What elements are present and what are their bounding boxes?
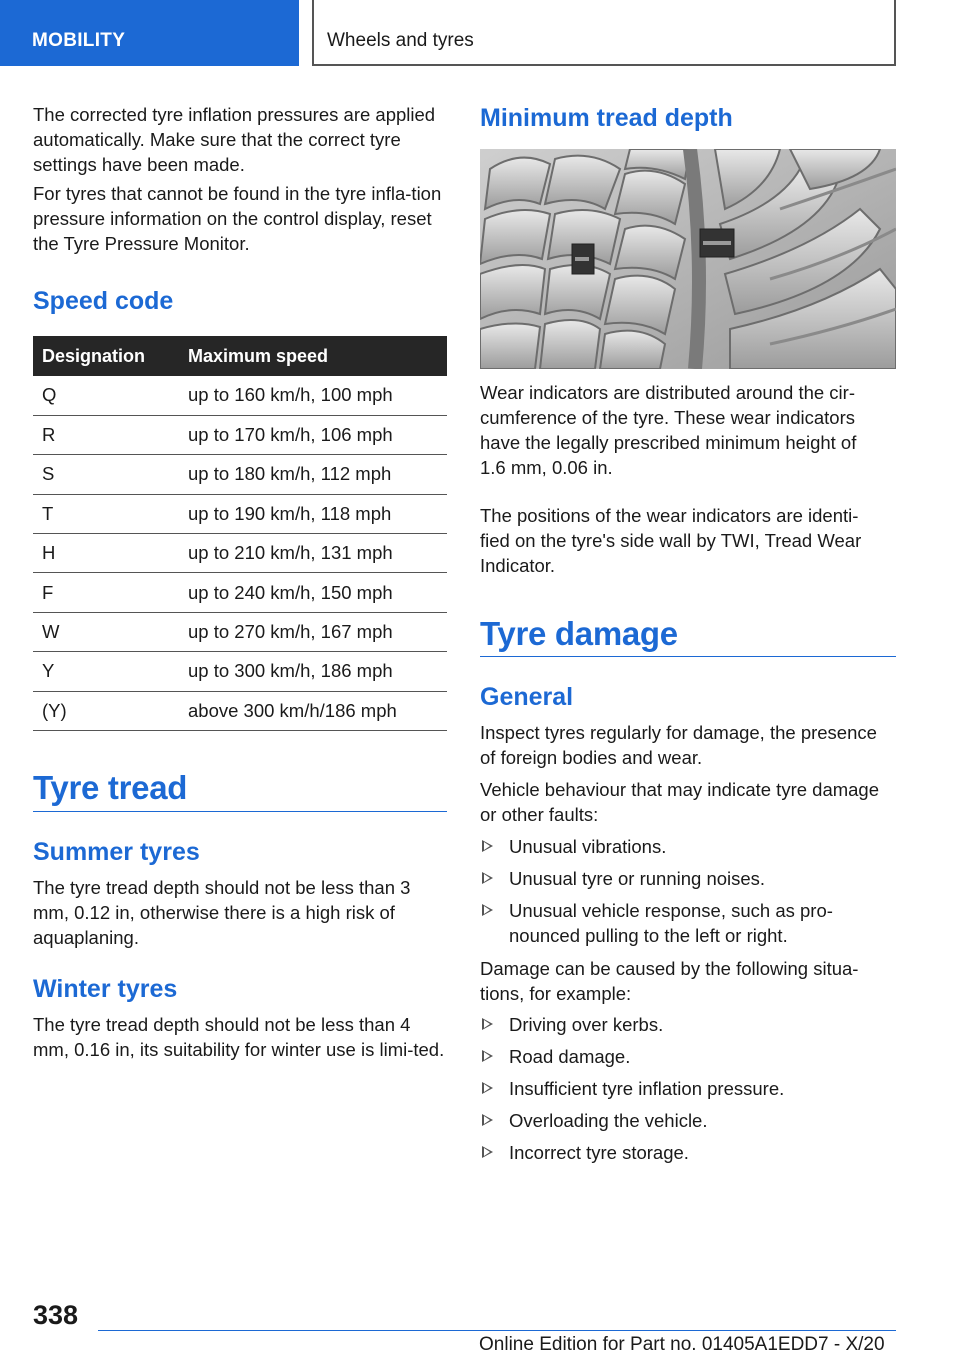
table-row bbox=[33, 376, 447, 415]
speed-cell: up to 210 km/h, 131 mph bbox=[179, 534, 447, 573]
designation-cell: W bbox=[33, 612, 179, 651]
table-row bbox=[33, 494, 447, 533]
bullet-triangle-icon bbox=[482, 1018, 493, 1030]
intro-paragraph-2: For tyres that cannot be found in the tyre infla-tion pressure information on the control display, reset the Tyre Pressure Monitor. bbox=[33, 183, 442, 254]
bullet-triangle-icon bbox=[482, 1050, 493, 1062]
list-item-text: Unusual vibrations. bbox=[509, 836, 667, 857]
winter-tyres-text: The tyre tread depth should not be less than 4 mm, 0.16 in, its suitability for winter use is limi-ted. bbox=[33, 1014, 445, 1060]
designation-cell: F bbox=[33, 573, 179, 612]
tyre-wear-indicator-illustration bbox=[480, 149, 896, 369]
list-item bbox=[480, 898, 880, 948]
list-item-text: Unusual tyre or running noises. bbox=[509, 868, 766, 889]
table-row bbox=[33, 652, 447, 691]
list-item bbox=[480, 1108, 880, 1133]
summer-tyres-text: The tyre tread depth should not be less than 3 mm, 0.12 in, otherwise there is a high risk of aquaplaning. bbox=[33, 877, 411, 948]
bullet-triangle-icon bbox=[482, 872, 493, 884]
list-item-text: Insufficient tyre inflation pressure. bbox=[509, 1078, 785, 1099]
general-paragraph-1: Inspect tyres regularly for damage, the presence of foreign bodies and wear. bbox=[480, 722, 877, 768]
damage-causes-list bbox=[480, 1012, 880, 1172]
table-row bbox=[33, 573, 447, 612]
intro-paragraph-1: The corrected tyre inflation pressures are applied automatically. Make sure that the correct tyre settings have been made. bbox=[33, 104, 436, 175]
column-header-designation: Designation bbox=[33, 336, 179, 376]
table-row bbox=[33, 691, 447, 730]
speed-code-heading: Speed code bbox=[33, 287, 174, 315]
designation-cell: T bbox=[33, 494, 179, 533]
speed-cell: up to 170 km/h, 106 mph bbox=[179, 415, 447, 454]
designation-cell: (Y) bbox=[33, 691, 179, 730]
chapter-title: Wheels and tyres bbox=[327, 30, 474, 51]
speed-cell: up to 180 km/h, 112 mph bbox=[179, 455, 447, 494]
bullet-triangle-icon bbox=[482, 1146, 493, 1158]
table-row bbox=[33, 534, 447, 573]
page-number: 338 bbox=[33, 1300, 79, 1330]
general-heading: General bbox=[480, 683, 574, 711]
list-item-text: Unusual vehicle response, such as pro-nounced pulling to the left or right. bbox=[509, 900, 833, 946]
list-item bbox=[480, 1076, 880, 1101]
winter-tyres-heading: Winter tyres bbox=[33, 975, 178, 1003]
table-row bbox=[33, 415, 447, 454]
min-tread-paragraph-1: Wear indicators are distributed around the cir-cumference of the tyre. These wear indicators have the legally prescribed minimum height of 1.6 mm, 0.06 in. bbox=[480, 382, 857, 478]
list-item bbox=[480, 1140, 880, 1165]
list-item-text: Road damage. bbox=[509, 1046, 631, 1067]
table-row bbox=[33, 455, 447, 494]
bullet-triangle-icon bbox=[482, 1082, 493, 1094]
speed-cell: above 300 km/h/186 mph bbox=[179, 691, 447, 730]
designation-cell: S bbox=[33, 455, 179, 494]
causes-intro: Damage can be caused by the following situa-tions, for example: bbox=[480, 958, 859, 1004]
designation-cell: R bbox=[33, 415, 179, 454]
min-tread-heading: Minimum tread depth bbox=[480, 104, 733, 132]
list-item bbox=[480, 1012, 880, 1037]
list-item-text: Incorrect tyre storage. bbox=[509, 1142, 689, 1163]
section-title: MOBILITY bbox=[32, 30, 126, 51]
tyre-damage-heading: Tyre damage bbox=[480, 615, 678, 652]
list-item-text: Driving over kerbs. bbox=[509, 1014, 664, 1035]
section-divider bbox=[33, 811, 447, 812]
speed-cell: up to 160 km/h, 100 mph bbox=[179, 376, 447, 415]
fault-indicators-list bbox=[480, 834, 880, 955]
footer-divider bbox=[98, 1330, 896, 1331]
list-item bbox=[480, 866, 880, 891]
section-tab bbox=[0, 0, 299, 66]
bullet-triangle-icon bbox=[482, 904, 493, 916]
table-row bbox=[33, 612, 447, 651]
designation-cell: Y bbox=[33, 652, 179, 691]
general-paragraph-2: Vehicle behaviour that may indicate tyre damage or other faults: bbox=[480, 779, 880, 825]
summer-tyres-heading: Summer tyres bbox=[33, 838, 200, 866]
tyre-tread-heading: Tyre tread bbox=[33, 769, 188, 806]
list-item bbox=[480, 834, 880, 859]
bullet-triangle-icon bbox=[482, 840, 493, 852]
list-item bbox=[480, 1044, 880, 1069]
speed-cell: up to 190 km/h, 118 mph bbox=[179, 494, 447, 533]
speed-cell: up to 300 km/h, 186 mph bbox=[179, 652, 447, 691]
designation-cell: H bbox=[33, 534, 179, 573]
edition-note: Online Edition for Part no. 01405A1EDD7 - X/20 bbox=[479, 1334, 885, 1355]
list-item-text: Overloading the vehicle. bbox=[509, 1110, 708, 1131]
chapter-tab bbox=[312, 0, 896, 66]
speed-cell: up to 270 km/h, 167 mph bbox=[179, 612, 447, 651]
designation-cell: Q bbox=[33, 376, 179, 415]
min-tread-paragraph-2: The positions of the wear indicators are identi-fied on the tyre's side wall by TWI, Tread Wear Indicator. bbox=[480, 505, 862, 576]
bullet-triangle-icon bbox=[482, 1114, 493, 1126]
speed-code-table bbox=[33, 336, 447, 731]
column-header-max-speed: Maximum speed bbox=[179, 336, 447, 376]
section-divider bbox=[480, 656, 896, 657]
speed-cell: up to 240 km/h, 150 mph bbox=[179, 573, 447, 612]
